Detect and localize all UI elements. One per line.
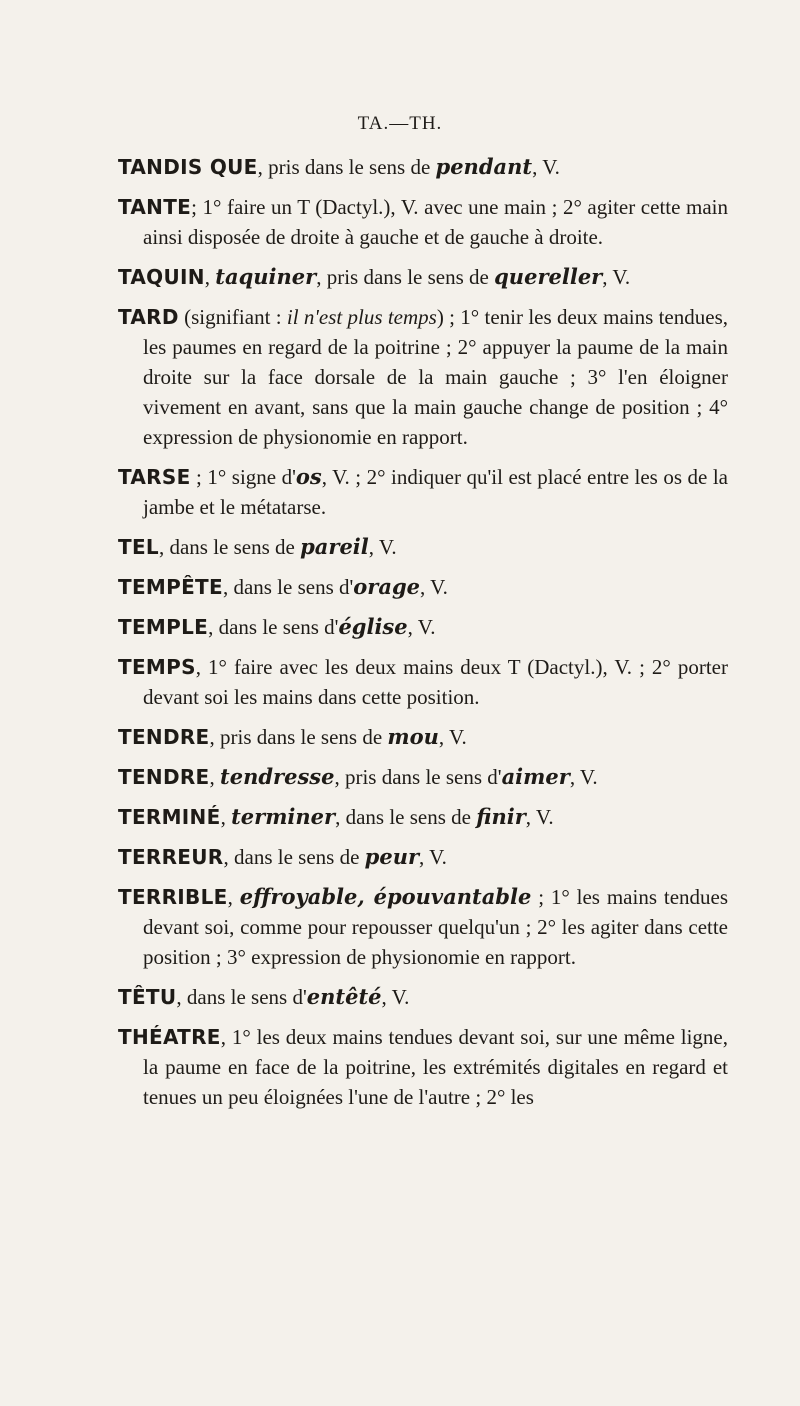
cross-reference: terminer xyxy=(231,804,336,829)
cross-reference: église xyxy=(338,614,408,639)
entry-text: , V. ; 2° indiquer qu'il est placé entre les os de la jambe et le métatarse. xyxy=(143,465,728,519)
entry-headword: TAQUIN xyxy=(118,265,205,289)
entry-text: , pris dans le sens d' xyxy=(334,765,502,789)
entry-text: ; 1° signe d' xyxy=(190,465,296,489)
entry-text: , xyxy=(204,265,216,289)
entry-text: , V. xyxy=(569,765,598,789)
entry-text: ) ; 1° tenir les deux mains tendues, les paumes en regard de la poitrine ; 2° appuyer la paume de la main droite sur la face dorsale de la main gauche ; 3° l'en éloigner vivement en avant, sans que la main gauche change de position ; 4° expression de physionomie en rapport. xyxy=(143,305,728,449)
entry-headword: TERREUR xyxy=(118,845,224,869)
dictionary-entry xyxy=(118,842,728,872)
entry-headword: TEMPS xyxy=(118,655,196,679)
entry-text: , dans le sens d' xyxy=(176,985,307,1009)
dictionary-entry xyxy=(118,462,728,522)
entry-text: , V. xyxy=(602,265,631,289)
entry-text: , V. xyxy=(419,845,447,869)
entry-headword: TARD xyxy=(118,305,179,329)
dictionary-entry xyxy=(118,192,728,252)
cross-reference: aimer xyxy=(501,764,570,789)
entry-headword: TERMINÉ xyxy=(118,805,221,829)
entry-text: , V. xyxy=(532,155,560,179)
entry-headword: TARSE xyxy=(118,465,191,489)
entry-text: , V. xyxy=(420,575,448,599)
entry-text: ; 1° les mains tendues devant soi, comme pour repousser quelqu'un ; 2° les agiter dans cette position ; 3° expression de physionomie en rapport. xyxy=(143,885,729,969)
entry-text: , xyxy=(209,765,221,789)
dictionary-entry xyxy=(118,152,728,182)
dictionary-entry xyxy=(118,1022,728,1112)
entry-text: , xyxy=(227,885,240,909)
dictionary-entry xyxy=(118,572,728,602)
dictionary-entry xyxy=(118,982,728,1012)
entry-text: , xyxy=(220,805,232,829)
dictionary-entry xyxy=(118,652,728,712)
entry-text: , dans le sens d' xyxy=(222,575,354,599)
cross-reference: entêté xyxy=(306,984,382,1009)
entry-text: , dans le sens de xyxy=(223,845,365,869)
dictionary-entry xyxy=(118,302,728,452)
entry-headword: TENDRE xyxy=(118,725,210,749)
cross-reference: peur xyxy=(364,844,420,869)
cross-reference: effroyable, épouvantable xyxy=(239,884,532,909)
entry-text: , dans le sens de xyxy=(335,805,477,829)
entry-text: , V. xyxy=(368,535,397,559)
running-header: TA.—TH. xyxy=(357,113,443,134)
cross-reference: pareil xyxy=(300,534,369,559)
entry-headword: THÉATRE xyxy=(118,1025,221,1049)
entry-text: , V. xyxy=(407,615,436,639)
entry-text: , V. xyxy=(381,985,410,1009)
cross-reference: orage xyxy=(353,574,421,599)
dictionary-entries xyxy=(118,152,728,1122)
cross-reference: finir xyxy=(476,804,526,829)
dictionary-entry xyxy=(118,722,728,752)
entry-text: ; 1° faire un T (Dactyl.), V. avec une main ; 2° agiter cette main ainsi disposée de droite à gauche et de gauche à droite. xyxy=(143,195,728,249)
entry-headword: TANDIS QUE xyxy=(118,155,258,179)
dictionary-entry xyxy=(118,612,728,642)
cross-reference: pendant xyxy=(435,154,533,179)
entry-text: , V. xyxy=(525,805,554,829)
entry-headword: TÊTU xyxy=(118,985,177,1009)
entry-text: , pris dans le sens de xyxy=(316,265,495,289)
entry-headword: TENDRE xyxy=(118,765,210,789)
dictionary-entry xyxy=(118,262,728,292)
dictionary-entry xyxy=(118,762,728,792)
cross-reference: quereller xyxy=(494,264,603,289)
italic-gloss: il n'est plus temps xyxy=(286,305,437,329)
entry-headword: TANTE xyxy=(118,195,192,219)
entry-text: , dans le sens d' xyxy=(208,615,339,639)
entry-text: , dans le sens de xyxy=(158,535,301,559)
entry-headword: TEMPÊTE xyxy=(118,575,223,599)
entry-text: , pris dans le sens de xyxy=(257,155,436,179)
dictionary-entry xyxy=(118,882,728,972)
entry-headword: TEMPLE xyxy=(118,615,209,639)
dictionary-entry xyxy=(118,532,728,562)
entry-text: , 1° les deux mains tendues devant soi, sur une même ligne, la paume en face de la poitrine, les extrémités digitales en regard et tenues un peu éloignées l'une de l'autre ; 2° les xyxy=(143,1025,728,1109)
dictionary-entry xyxy=(118,802,728,832)
cross-reference: mou xyxy=(387,724,439,749)
cross-reference: os xyxy=(295,464,322,489)
cross-reference: tendresse xyxy=(220,764,335,789)
entry-headword: TERRIBLE xyxy=(118,885,228,909)
entry-text: , pris dans le sens de xyxy=(209,725,388,749)
entry-text: (signifiant : xyxy=(178,305,287,329)
entry-text: , V. xyxy=(438,725,467,749)
entry-text: , 1° faire avec les deux mains deux T (Dactyl.), V. ; 2° porter devant soi les mains dans cette position. xyxy=(143,655,728,709)
cross-reference: taquiner xyxy=(215,264,317,289)
entry-headword: TEL xyxy=(118,535,159,559)
